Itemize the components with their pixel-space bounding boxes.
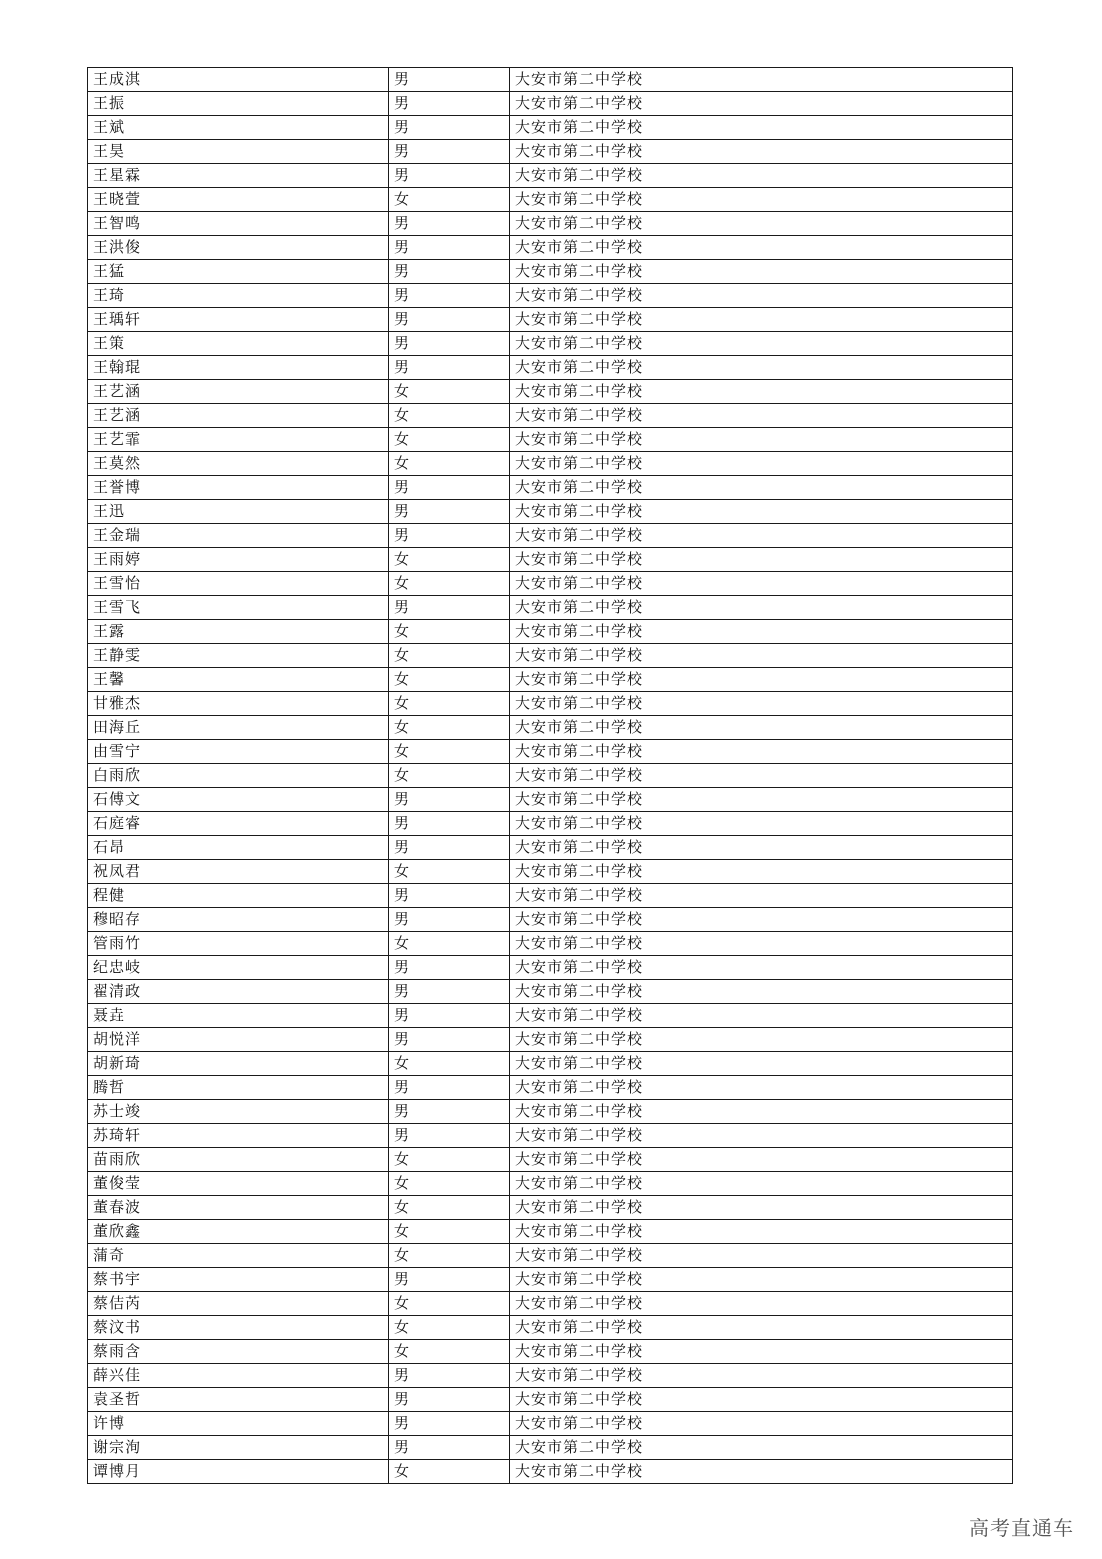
gender-cell: 女	[389, 188, 510, 212]
school-cell: 大安市第二中学校	[510, 140, 1013, 164]
school-cell: 大安市第二中学校	[510, 1028, 1013, 1052]
student-name-cell: 王洪俊	[88, 236, 389, 260]
student-name-cell: 王昊	[88, 140, 389, 164]
school-cell: 大安市第二中学校	[510, 68, 1013, 92]
student-name-cell: 甘雅杰	[88, 692, 389, 716]
student-name-cell: 纪忠岐	[88, 956, 389, 980]
table-row	[88, 116, 1013, 140]
student-name-cell: 袁圣哲	[88, 1388, 389, 1412]
gender-cell: 女	[389, 572, 510, 596]
student-name-cell: 王星霖	[88, 164, 389, 188]
table-row	[88, 884, 1013, 908]
gender-cell: 女	[389, 1292, 510, 1316]
student-name-cell: 蔡雨含	[88, 1340, 389, 1364]
school-cell: 大安市第二中学校	[510, 188, 1013, 212]
student-name-cell: 苏士竣	[88, 1100, 389, 1124]
table-row	[88, 1412, 1013, 1436]
school-cell: 大安市第二中学校	[510, 668, 1013, 692]
gender-cell: 男	[389, 1004, 510, 1028]
gender-cell: 男	[389, 284, 510, 308]
school-cell: 大安市第二中学校	[510, 1460, 1013, 1484]
gender-cell: 男	[389, 1100, 510, 1124]
gender-cell: 男	[389, 1364, 510, 1388]
student-name-cell: 石傅文	[88, 788, 389, 812]
table-row	[88, 1052, 1013, 1076]
gender-cell: 男	[389, 500, 510, 524]
table-row	[88, 188, 1013, 212]
gender-cell: 女	[389, 1172, 510, 1196]
student-name-cell: 王艺涵	[88, 404, 389, 428]
table-row	[88, 68, 1013, 92]
table-row	[88, 164, 1013, 188]
student-name-cell: 王翰琨	[88, 356, 389, 380]
student-name-cell: 祝凤君	[88, 860, 389, 884]
student-name-cell: 王成淇	[88, 68, 389, 92]
school-cell: 大安市第二中学校	[510, 1148, 1013, 1172]
student-name-cell: 胡新琦	[88, 1052, 389, 1076]
student-name-cell: 王智鸣	[88, 212, 389, 236]
school-cell: 大安市第二中学校	[510, 308, 1013, 332]
gender-cell: 男	[389, 212, 510, 236]
school-cell: 大安市第二中学校	[510, 548, 1013, 572]
school-cell: 大安市第二中学校	[510, 956, 1013, 980]
student-name-cell: 王策	[88, 332, 389, 356]
gender-cell: 男	[389, 308, 510, 332]
gender-cell: 女	[389, 860, 510, 884]
school-cell: 大安市第二中学校	[510, 404, 1013, 428]
student-name-cell: 穆昭存	[88, 908, 389, 932]
student-name-cell: 苏琦轩	[88, 1124, 389, 1148]
gender-cell: 女	[389, 1220, 510, 1244]
gender-cell: 男	[389, 68, 510, 92]
gender-cell: 女	[389, 668, 510, 692]
school-cell: 大安市第二中学校	[510, 500, 1013, 524]
student-name-cell: 蔡书宇	[88, 1268, 389, 1292]
school-cell: 大安市第二中学校	[510, 1364, 1013, 1388]
student-name-cell: 王誉博	[88, 476, 389, 500]
gender-cell: 男	[389, 812, 510, 836]
table-row	[88, 380, 1013, 404]
school-cell: 大安市第二中学校	[510, 428, 1013, 452]
school-cell: 大安市第二中学校	[510, 1100, 1013, 1124]
student-name-cell: 谭博月	[88, 1460, 389, 1484]
school-cell: 大安市第二中学校	[510, 116, 1013, 140]
school-cell: 大安市第二中学校	[510, 452, 1013, 476]
table-row	[88, 260, 1013, 284]
gender-cell: 女	[389, 380, 510, 404]
gender-cell: 女	[389, 716, 510, 740]
table-row	[88, 1100, 1013, 1124]
table-row	[88, 692, 1013, 716]
school-cell: 大安市第二中学校	[510, 788, 1013, 812]
student-name-cell: 程健	[88, 884, 389, 908]
table-row	[88, 788, 1013, 812]
school-cell: 大安市第二中学校	[510, 572, 1013, 596]
gender-cell: 女	[389, 644, 510, 668]
student-name-cell: 石昂	[88, 836, 389, 860]
table-row	[88, 1124, 1013, 1148]
school-cell: 大安市第二中学校	[510, 1292, 1013, 1316]
student-name-cell: 王振	[88, 92, 389, 116]
table-row	[88, 236, 1013, 260]
watermark: 高考直通车	[969, 1516, 1074, 1540]
school-cell: 大安市第二中学校	[510, 164, 1013, 188]
school-cell: 大安市第二中学校	[510, 1004, 1013, 1028]
school-cell: 大安市第二中学校	[510, 524, 1013, 548]
student-name-cell: 王静雯	[88, 644, 389, 668]
school-cell: 大安市第二中学校	[510, 92, 1013, 116]
gender-cell: 男	[389, 92, 510, 116]
school-cell: 大安市第二中学校	[510, 692, 1013, 716]
school-cell: 大安市第二中学校	[510, 644, 1013, 668]
school-cell: 大安市第二中学校	[510, 1412, 1013, 1436]
gender-cell: 女	[389, 620, 510, 644]
gender-cell: 女	[389, 452, 510, 476]
gender-cell: 女	[389, 1052, 510, 1076]
school-cell: 大安市第二中学校	[510, 212, 1013, 236]
student-name-cell: 许博	[88, 1412, 389, 1436]
student-name-cell: 王瑀轩	[88, 308, 389, 332]
table-row	[88, 1028, 1013, 1052]
student-name-cell: 王莫然	[88, 452, 389, 476]
gender-cell: 女	[389, 404, 510, 428]
student-name-cell: 胡悦洋	[88, 1028, 389, 1052]
school-cell: 大安市第二中学校	[510, 1196, 1013, 1220]
gender-cell: 男	[389, 956, 510, 980]
student-name-cell: 蔡佶芮	[88, 1292, 389, 1316]
school-cell: 大安市第二中学校	[510, 284, 1013, 308]
school-cell: 大安市第二中学校	[510, 1172, 1013, 1196]
school-cell: 大安市第二中学校	[510, 596, 1013, 620]
table-row	[88, 620, 1013, 644]
school-cell: 大安市第二中学校	[510, 908, 1013, 932]
table-row	[88, 764, 1013, 788]
student-name-cell: 王猛	[88, 260, 389, 284]
table-row	[88, 212, 1013, 236]
student-name-cell: 董春波	[88, 1196, 389, 1220]
table-row	[88, 284, 1013, 308]
student-name-cell: 董欣鑫	[88, 1220, 389, 1244]
table-row	[88, 404, 1013, 428]
table-row	[88, 932, 1013, 956]
table-row	[88, 980, 1013, 1004]
gender-cell: 男	[389, 116, 510, 140]
table-row	[88, 812, 1013, 836]
gender-cell: 男	[389, 1388, 510, 1412]
table-row	[88, 428, 1013, 452]
gender-cell: 男	[389, 596, 510, 620]
school-cell: 大安市第二中学校	[510, 1340, 1013, 1364]
school-cell: 大安市第二中学校	[510, 740, 1013, 764]
table-row	[88, 1172, 1013, 1196]
student-name-cell: 王艺涵	[88, 380, 389, 404]
student-name-cell: 白雨欣	[88, 764, 389, 788]
table-row	[88, 452, 1013, 476]
table-row	[88, 1004, 1013, 1028]
gender-cell: 男	[389, 524, 510, 548]
school-cell: 大安市第二中学校	[510, 836, 1013, 860]
gender-cell: 男	[389, 788, 510, 812]
school-cell: 大安市第二中学校	[510, 356, 1013, 380]
gender-cell: 男	[389, 884, 510, 908]
student-name-cell: 由雪宁	[88, 740, 389, 764]
gender-cell: 女	[389, 764, 510, 788]
gender-cell: 男	[389, 1028, 510, 1052]
table-row	[88, 908, 1013, 932]
table-row	[88, 716, 1013, 740]
school-cell: 大安市第二中学校	[510, 380, 1013, 404]
table-row	[88, 1196, 1013, 1220]
gender-cell: 女	[389, 1196, 510, 1220]
school-cell: 大安市第二中学校	[510, 812, 1013, 836]
table-row	[88, 500, 1013, 524]
student-name-cell: 田海丘	[88, 716, 389, 740]
school-cell: 大安市第二中学校	[510, 260, 1013, 284]
student-name-cell: 王馨	[88, 668, 389, 692]
school-cell: 大安市第二中学校	[510, 332, 1013, 356]
school-cell: 大安市第二中学校	[510, 236, 1013, 260]
gender-cell: 男	[389, 836, 510, 860]
gender-cell: 女	[389, 1340, 510, 1364]
roster-body	[88, 68, 1013, 1484]
school-cell: 大安市第二中学校	[510, 884, 1013, 908]
student-name-cell: 管雨竹	[88, 932, 389, 956]
gender-cell: 男	[389, 908, 510, 932]
table-row	[88, 1388, 1013, 1412]
gender-cell: 女	[389, 692, 510, 716]
gender-cell: 女	[389, 1148, 510, 1172]
table-row	[88, 92, 1013, 116]
school-cell: 大安市第二中学校	[510, 716, 1013, 740]
gender-cell: 女	[389, 740, 510, 764]
gender-cell: 男	[389, 1124, 510, 1148]
student-name-cell: 王斌	[88, 116, 389, 140]
table-row	[88, 1244, 1013, 1268]
table-row	[88, 1364, 1013, 1388]
gender-cell: 男	[389, 980, 510, 1004]
table-row	[88, 1148, 1013, 1172]
student-name-cell: 苗雨欣	[88, 1148, 389, 1172]
school-cell: 大安市第二中学校	[510, 1388, 1013, 1412]
gender-cell: 男	[389, 1076, 510, 1100]
school-cell: 大安市第二中学校	[510, 1436, 1013, 1460]
table-row	[88, 956, 1013, 980]
table-row	[88, 836, 1013, 860]
gender-cell: 女	[389, 548, 510, 572]
gender-cell: 男	[389, 332, 510, 356]
student-name-cell: 王雪飞	[88, 596, 389, 620]
student-name-cell: 王迅	[88, 500, 389, 524]
table-row	[88, 1076, 1013, 1100]
table-row	[88, 524, 1013, 548]
gender-cell: 男	[389, 356, 510, 380]
table-row	[88, 308, 1013, 332]
student-name-cell: 蔡汶书	[88, 1316, 389, 1340]
table-row	[88, 1340, 1013, 1364]
gender-cell: 男	[389, 1436, 510, 1460]
student-name-cell: 薛兴佳	[88, 1364, 389, 1388]
student-name-cell: 王金瑞	[88, 524, 389, 548]
table-row	[88, 860, 1013, 884]
table-row	[88, 476, 1013, 500]
school-cell: 大安市第二中学校	[510, 1268, 1013, 1292]
table-row	[88, 1436, 1013, 1460]
student-name-cell: 王琦	[88, 284, 389, 308]
school-cell: 大安市第二中学校	[510, 1244, 1013, 1268]
student-name-cell: 石庭睿	[88, 812, 389, 836]
gender-cell: 男	[389, 1268, 510, 1292]
student-roster-table	[87, 67, 1013, 1484]
table-row	[88, 740, 1013, 764]
gender-cell: 男	[389, 476, 510, 500]
gender-cell: 男	[389, 140, 510, 164]
student-name-cell: 董俊莹	[88, 1172, 389, 1196]
gender-cell: 女	[389, 1244, 510, 1268]
table-row	[88, 140, 1013, 164]
school-cell: 大安市第二中学校	[510, 1052, 1013, 1076]
table-row	[88, 1268, 1013, 1292]
student-name-cell: 蒲奇	[88, 1244, 389, 1268]
student-name-cell: 王雪怡	[88, 572, 389, 596]
gender-cell: 女	[389, 1316, 510, 1340]
gender-cell: 男	[389, 164, 510, 188]
student-name-cell: 聂垚	[88, 1004, 389, 1028]
gender-cell: 男	[389, 260, 510, 284]
school-cell: 大安市第二中学校	[510, 1124, 1013, 1148]
student-name-cell: 腾哲	[88, 1076, 389, 1100]
school-cell: 大安市第二中学校	[510, 860, 1013, 884]
table-row	[88, 572, 1013, 596]
table-row	[88, 356, 1013, 380]
table-row	[88, 548, 1013, 572]
school-cell: 大安市第二中学校	[510, 1220, 1013, 1244]
school-cell: 大安市第二中学校	[510, 476, 1013, 500]
gender-cell: 女	[389, 428, 510, 452]
table-row	[88, 1220, 1013, 1244]
table-row	[88, 1460, 1013, 1484]
student-name-cell: 王晓萱	[88, 188, 389, 212]
gender-cell: 男	[389, 236, 510, 260]
table-row	[88, 332, 1013, 356]
school-cell: 大安市第二中学校	[510, 1076, 1013, 1100]
table-row	[88, 668, 1013, 692]
school-cell: 大安市第二中学校	[510, 620, 1013, 644]
gender-cell: 女	[389, 932, 510, 956]
table-row	[88, 644, 1013, 668]
table-row	[88, 1316, 1013, 1340]
table-row	[88, 1292, 1013, 1316]
school-cell: 大安市第二中学校	[510, 980, 1013, 1004]
student-name-cell: 王雨婷	[88, 548, 389, 572]
gender-cell: 女	[389, 1460, 510, 1484]
school-cell: 大安市第二中学校	[510, 764, 1013, 788]
student-name-cell: 翟清政	[88, 980, 389, 1004]
student-name-cell: 王艺霏	[88, 428, 389, 452]
school-cell: 大安市第二中学校	[510, 932, 1013, 956]
table-row	[88, 596, 1013, 620]
student-name-cell: 王露	[88, 620, 389, 644]
school-cell: 大安市第二中学校	[510, 1316, 1013, 1340]
gender-cell: 男	[389, 1412, 510, 1436]
student-name-cell: 谢宗洵	[88, 1436, 389, 1460]
